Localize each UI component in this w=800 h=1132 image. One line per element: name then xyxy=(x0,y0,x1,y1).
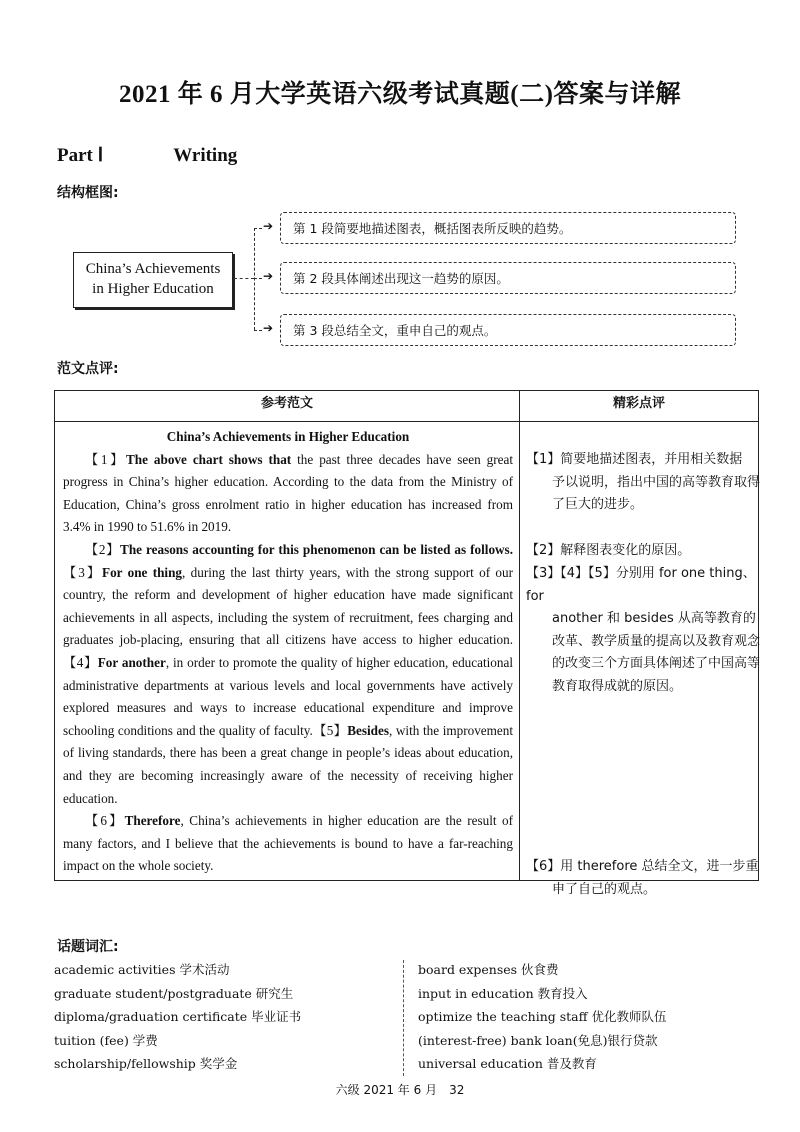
list-item: universal education 普及教育 xyxy=(418,1056,597,1071)
list-item: academic activities 学术活动 xyxy=(54,962,230,977)
comments-cell xyxy=(520,422,761,897)
part-name: Writing xyxy=(173,145,238,166)
structure-label: 结构框图: xyxy=(57,185,119,201)
essay-paragraph-3: 【6】Therefore, China’s achievements in higher education are the result of many factors, and I believe that the achievements is bound to have a far-reaching impact on the whole society. xyxy=(63,813,514,874)
list-item: tuition (fee) 学费 xyxy=(54,1032,158,1048)
connector-vertical xyxy=(254,228,255,330)
review-label: 范文点评: xyxy=(57,361,119,377)
connector-line xyxy=(234,278,254,279)
topic-line-2: in Higher Education xyxy=(92,281,214,297)
connector-branch-3 xyxy=(254,330,262,331)
topic-line-1: China’s Achievements xyxy=(85,261,221,277)
vocab-list-right xyxy=(418,958,667,1076)
list-item: diploma/graduation certificate 毕业证书 xyxy=(54,1009,302,1024)
page-footer: 六级 2021 年 6 月 32 xyxy=(335,1083,465,1097)
essay-table xyxy=(54,390,761,897)
comment-3: 【3】【4】【5】分别用 for one thing、for another 和 besides 从高等教育的改革、教学质量的提高以及教育观念的改变三个方面具体阐述了中国高等教育取得成就的原因。 xyxy=(526,566,761,694)
list-item: board expenses 伙食费 xyxy=(418,962,559,977)
vocab-divider xyxy=(403,960,404,1076)
list-item: optimize the teaching staff 优化教师队伍 xyxy=(418,1009,667,1024)
part-number: Part Ⅰ xyxy=(57,145,104,166)
page-title: 2021 年 6 月大学英语六级考试真题(二)答案与详解 xyxy=(119,81,681,108)
list-item: scholarship/fellowship 奖学金 xyxy=(54,1056,238,1071)
paragraph-box-1: 第 1 段简要地描述图表，概括图表所反映的趋势。 xyxy=(280,212,736,244)
essay-paragraph-1: 【1】The above chart shows that the past three decades have seen great progress in China’s higher education. According to the data from the Ministry of Education, China’s gross enrolment ratio in higher education has increased from 3.4% in 1990 to 51.6% in 2019. xyxy=(63,451,514,535)
essay-title: China’s Achievements in Higher Education xyxy=(166,429,410,444)
list-item: input in education 教育投入 xyxy=(418,985,588,1001)
vocab-list-left xyxy=(54,958,301,1076)
comment-2: 【2】解释图表变化的原因。 xyxy=(526,543,691,558)
paragraph-box-3: 第 3 段总结全文，重申自己的观点。 xyxy=(280,314,736,346)
topic-box xyxy=(73,252,233,308)
essay-cell xyxy=(55,422,520,881)
vocab-label: 话题词汇: xyxy=(57,939,119,955)
arrow-icon: ➔ xyxy=(263,269,274,283)
col-header-essay: 参考范文 xyxy=(55,391,520,422)
connector-branch-1 xyxy=(254,228,262,229)
comment-1: 【1】简要地描述图表，并用相关数据 予以说明，指出中国的高等教育取得了巨大的进步。 xyxy=(526,452,761,513)
arrow-icon: ➔ xyxy=(263,321,274,335)
essay-paragraph-2: 【2】The reasons accounting for this phenomenon can be listed as follows.【3】For one thing, during the last thirty years, with the strong support of our country, the reform and development of higher education have made significant achievements in all aspects, including the system of recruitment, fees charging and graduates job-placing, ensuring that all citizens have access to higher education.【4】For another, in order to promote the quality of higher education, educational administrative departments at various levels and local governments have actively explored measures and ways to increase educational expenditure and improve schooling conditions and the quality of faculty.【5】Besides, with the improvement of living standards, there has been a great change in people’s ideas about education, and they are becoming increasingly aware of the necessity of receiving higher education. xyxy=(63,541,514,806)
col-header-comments: 精彩点评 xyxy=(520,391,759,422)
list-item: graduate student/postgraduate 研究生 xyxy=(54,985,294,1001)
arrow-icon: ➔ xyxy=(263,219,274,233)
list-item: (interest-free) bank loan(免息)银行贷款 xyxy=(418,1032,658,1048)
part-heading xyxy=(57,144,237,167)
paragraph-box-2: 第 2 段具体阐述出现这一趋势的原因。 xyxy=(280,262,736,294)
comment-4: 【6】用 therefore 总结全文，进一步重 申了自己的观点。 xyxy=(526,859,759,897)
connector-branch-2 xyxy=(254,278,262,279)
